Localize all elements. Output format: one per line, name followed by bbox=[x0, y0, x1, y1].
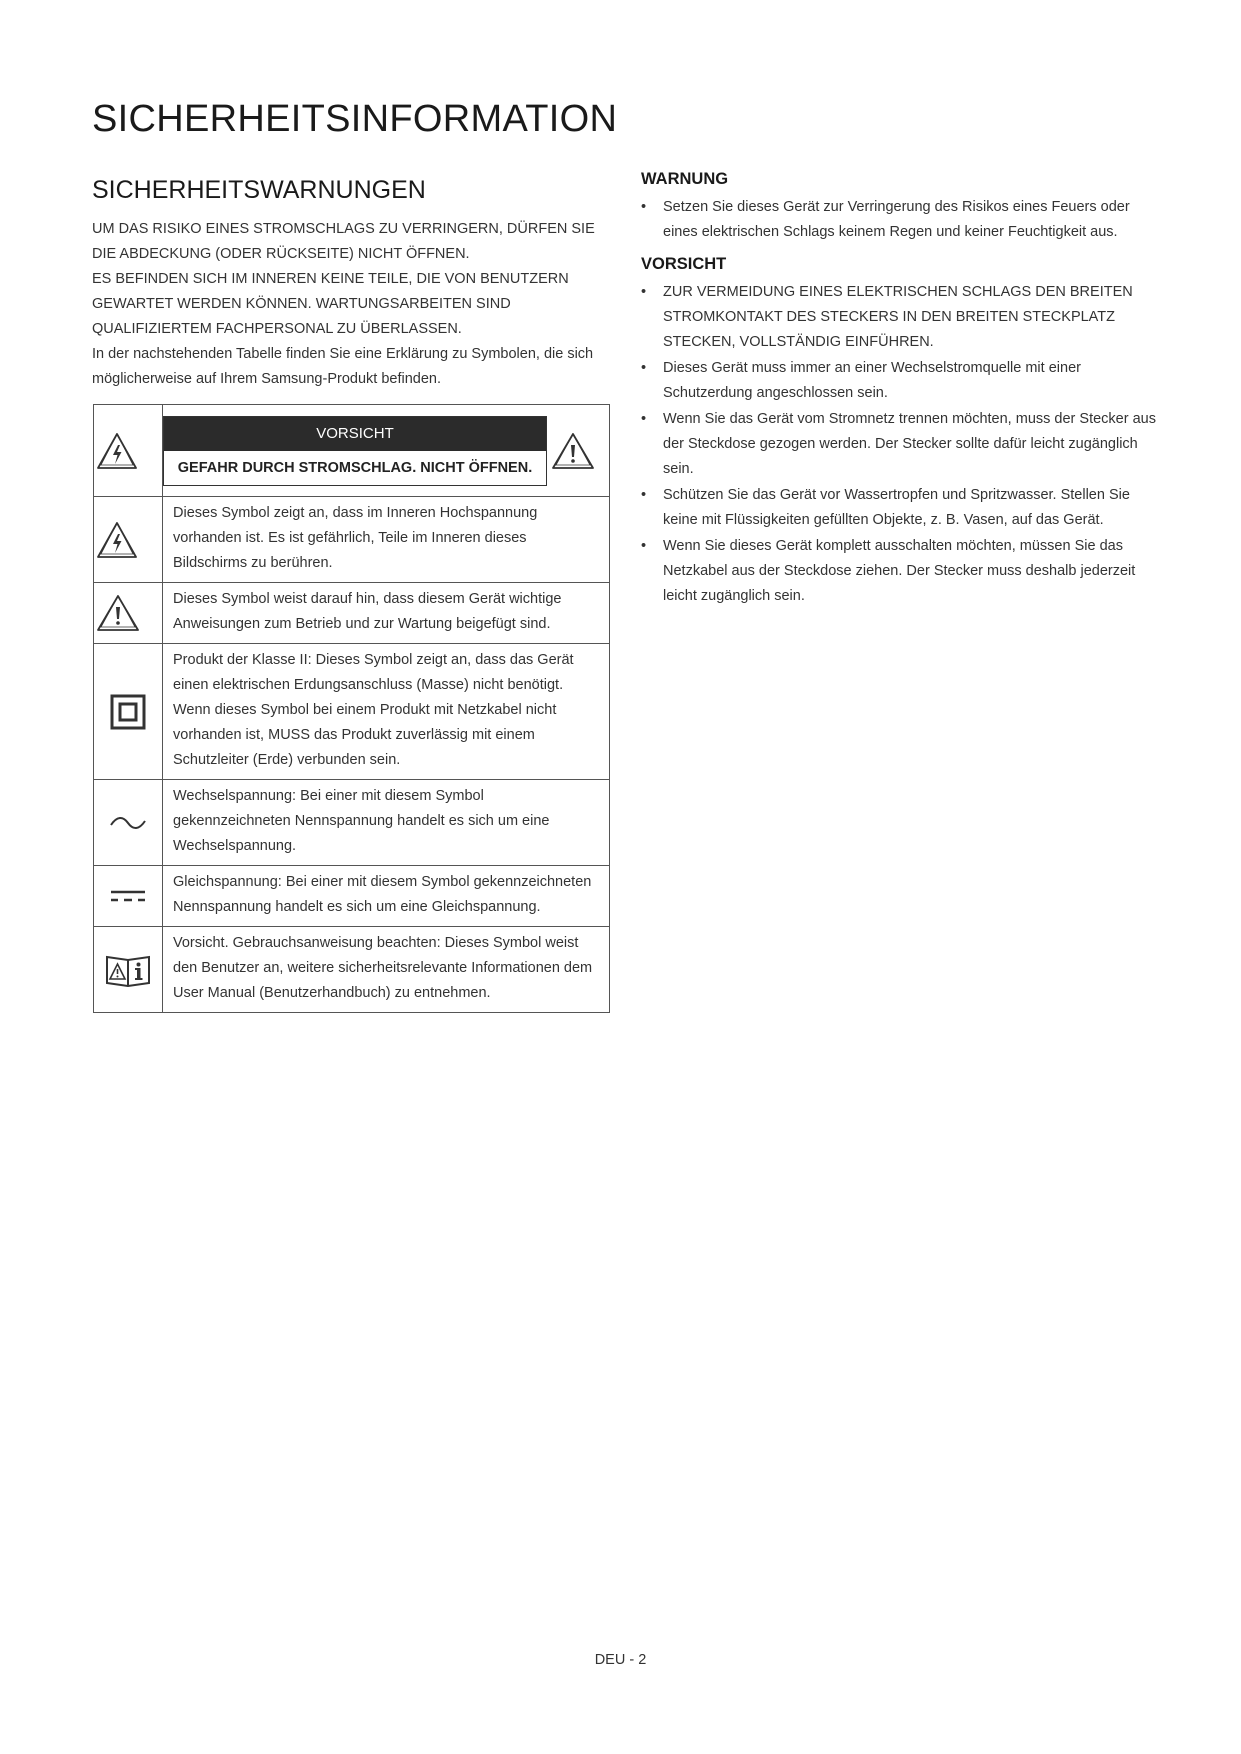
table-row bbox=[94, 866, 610, 927]
warning-heading: WARNUNG bbox=[641, 170, 729, 188]
table-cell-text: Gleichspannung: Bei einer mit diesem Symbol gekennzeichneten Nennspannung handelt es sich um eine Gleichspannung. bbox=[163, 866, 610, 927]
list-item: • Wenn Sie dieses Gerät komplett ausschalten möchten, müssen Sie das Netzkabel aus der Steckdose ziehen. Der Stecker muss deshalb jederzeit leicht zugänglich sein. bbox=[641, 534, 1161, 609]
table-row bbox=[94, 780, 610, 866]
table-header-cell bbox=[163, 405, 610, 497]
table-cell-icon bbox=[94, 780, 163, 866]
section-title: SICHERHEITSWARNUNGEN bbox=[92, 176, 426, 204]
caution-label-title: VORSICHT bbox=[164, 417, 546, 451]
page-number: DEU - 2 bbox=[594, 1652, 647, 1668]
ac-voltage-icon bbox=[95, 815, 161, 831]
table-row bbox=[94, 927, 610, 1013]
table-row bbox=[94, 497, 610, 583]
table-cell-icon bbox=[94, 405, 163, 497]
table-cell-icon bbox=[94, 644, 163, 780]
warnings-column bbox=[641, 170, 1161, 619]
list-item: • Schützen Sie das Gerät vor Wassertropfen und Spritzwasser. Stellen Sie keine mit Flüssigkeiten gefüllten Objekte, z. B. Vasen, auf das Gerät. bbox=[641, 483, 1161, 533]
table-cell-icon bbox=[94, 583, 163, 644]
table-cell-icon bbox=[94, 866, 163, 927]
caution-label-box bbox=[163, 416, 547, 486]
consult-manual-icon bbox=[95, 953, 161, 987]
table-cell-text: Wechselspannung: Bei einer mit diesem Symbol gekennzeichneten Nennspannung handelt es sich um eine Wechselspannung. bbox=[163, 780, 610, 866]
intro-paragraph: ES BEFINDEN SICH IM INNEREN KEINE TEILE, DIE VON BENUTZERN GEWARTET WERDEN KÖNNEN. WARTUNGSARBEITEN SIND QUALIFIZIERTEM FACHPERSONAL ZU ÜBERLASSEN. bbox=[92, 271, 569, 337]
table-cell-text: Dieses Symbol zeigt an, dass im Inneren Hochspannung vorhanden ist. Es ist gefährlich, Teile im Inneren dieses Bildschirms zu berühren. bbox=[163, 497, 610, 583]
table-row bbox=[94, 644, 610, 780]
list-item: • Dieses Gerät muss immer an einer Wechselstromquelle mit einer Schutzerdung angeschlossen sein. bbox=[641, 356, 1161, 406]
intro-paragraph: UM DAS RISIKO EINES STROMSCHLAGS ZU VERRINGERN, DÜRFEN SIE DIE ABDECKUNG (ODER RÜCKSEITE) NICHT ÖFFNEN. bbox=[92, 221, 595, 262]
caution-label-text: GEFAHR DURCH STROMSCHLAG. NICHT ÖFFNEN. bbox=[177, 459, 533, 476]
table-cell-icon bbox=[94, 497, 163, 583]
lightning-warning-icon bbox=[95, 520, 161, 560]
table-header-row bbox=[94, 405, 610, 497]
table-cell-text: Dieses Symbol weist darauf hin, dass diesem Gerät wichtige Anweisungen zum Betrieb und zur Wartung beigefügt sind. bbox=[163, 583, 610, 644]
exclamation-warning-icon bbox=[95, 593, 161, 633]
exclamation-warning-icon bbox=[550, 431, 596, 471]
table-row bbox=[94, 583, 610, 644]
page-title: SICHERHEITSINFORMATION bbox=[92, 98, 618, 140]
intro-paragraph: In der nachstehenden Tabelle finden Sie eine Erklärung zu Symbolen, die sich möglicherweise auf Ihrem Samsung-Produkt befinden. bbox=[92, 346, 594, 387]
caution-list bbox=[641, 280, 1161, 609]
double-insulation-icon bbox=[95, 694, 161, 730]
table-cell-text: Vorsicht. Gebrauchsanweisung beachten: Dieses Symbol weist den Benutzer an, weitere sicherheitsrelevante Informationen dem User Manual (Benutzerhandbuch) zu entnehmen. bbox=[163, 927, 610, 1013]
symbol-table bbox=[93, 404, 610, 1013]
safety-warnings-section bbox=[92, 176, 612, 392]
table-cell-icon bbox=[94, 927, 163, 1013]
table-cell-text: Produkt der Klasse II: Dieses Symbol zeigt an, dass das Gerät einen elektrischen Erdungsanschluss (Masse) nicht benötigt. Wenn dieses Symbol bei einem Produkt mit Netzkabel nicht vorhanden ist, MUSS das Produkt zuverlässig mit einem Schutzleiter (Erde) verbunden sein. bbox=[163, 644, 610, 780]
dc-voltage-icon bbox=[95, 887, 161, 905]
lightning-warning-icon bbox=[95, 431, 161, 471]
warning-list bbox=[641, 195, 1161, 245]
list-item: • ZUR VERMEIDUNG EINES ELEKTRISCHEN SCHLAGS DEN BREITEN STROMKONTAKT DES STECKERS IN DEN BREITEN STECKPLATZ STECKEN, VOLLSTÄNDIG EINFÜHREN. bbox=[641, 280, 1161, 355]
intro-text bbox=[92, 217, 612, 392]
list-item: • Wenn Sie das Gerät vom Stromnetz trennen möchten, muss der Stecker aus der Steckdose gezogen werden. Der Stecker sollte dafür leicht zugänglich sein. bbox=[641, 407, 1161, 482]
list-item: • Setzen Sie dieses Gerät zur Verringerung des Risikos eines Feuers oder eines elektrischen Schlags keinem Regen und keiner Feuchtigkeit aus. bbox=[641, 195, 1161, 245]
caution-heading: VORSICHT bbox=[641, 255, 727, 273]
